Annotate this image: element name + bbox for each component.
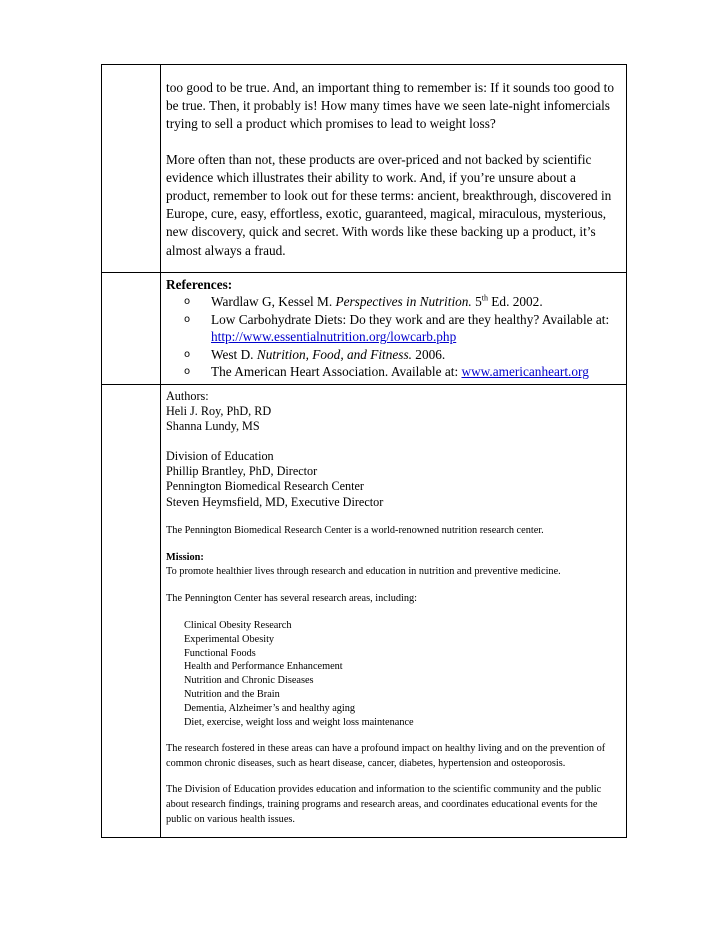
center-name: Pennington Biomedical Research Center [166,479,364,494]
bullet-icon: o [184,366,191,378]
side-cell [102,384,161,838]
list-item: o Low Carbohydrate Diets: Do they work and are they healthy? Available at: http://www.essentialnutrition.org/lowcarb.php [184,311,610,345]
paragraph: More often than not, these products are over-priced and not backed by scientific evidence which illustrates their ability to work. And, if you’re unsure about a product, remember to look out for these terms: ancient, breakthrough, discovered in Europe, cure, easy, effortless, exotic, guaranteed, magical, miraculous, mysterious, new discovery, quick and secret. With words like these backing up a product, it’s almost always a fraud. [166,151,612,258]
references-heading: References: [166,276,233,292]
list-item: o Wardlaw G, Kessel M. Perspectives in Nutrition. 5th Ed. 2002. [184,293,543,310]
table-row [102,384,627,838]
credits-section [161,385,626,838]
list-item: o The American Heart Association. Available at: www.americanheart.org [184,364,589,380]
content-cell [161,65,627,273]
table-row [102,272,627,384]
executive-director-name: Steven Heymsfield, MD, Executive Director [166,494,384,509]
side-cell [102,272,161,384]
list-item: Nutrition and the Brain [184,689,280,701]
table-row [102,65,627,273]
paragraph: too good to be true. And, an important thing to remember is: If it sounds too good to be true. Then, it probably is! How many times have we seen late-night infomercials trying to sell a product which promises to lead to weight loss? [166,80,614,132]
reference-link[interactable]: http://www.essentialnutrition.org/lowcarb.php [211,329,457,345]
content-cell [161,384,627,838]
center-description: The Pennington Biomedical Research Center is a world-renowned nutrition research center. [166,524,544,536]
impact-text: The research fostered in these areas can have a profound impact on healthy living and on the prevention of common chronic diseases, such as heart disease, cancer, diabetes, hypertension and osteoporosis. [166,742,606,769]
bullet-icon: o [184,313,191,325]
list-item: Experimental Obesity [184,633,275,645]
document-table [101,64,627,838]
mission-text: To promote healthier lives through research and education in nutrition and preventive medicine. [166,566,561,578]
list-item: Nutrition and Chronic Diseases [184,675,314,687]
content-cell [161,272,627,384]
side-cell [102,65,161,273]
list-item: Health and Performance Enhancement [184,661,343,673]
director-name: Phillip Brantley, PhD, Director [166,464,318,479]
author-name: Shanna Lundy, MS [166,419,260,434]
author-name: Heli J. Roy, PhD, RD [166,404,272,419]
list-item: Diet, exercise, weight loss and weight loss maintenance [184,717,414,729]
areas-intro: The Pennington Center has several research areas, including: [166,593,418,605]
research-areas-list [166,619,622,730]
bullet-icon: o [184,296,191,308]
mission-label: Mission: [166,551,204,563]
fraud-warning-section [161,65,626,272]
references-list [166,293,622,381]
division-name: Division of Education [166,448,274,463]
references-section [161,273,626,384]
bullet-icon: o [184,348,191,360]
list-item: Dementia, Alzheimer’s and healthy aging [184,703,356,715]
division-description: The Division of Education provides education and information to the scientific community and the public about research findings, training programs and research areas, and coordinates educational events for the public on various health issues. [166,784,602,825]
list-item: Functional Foods [184,647,256,659]
list-item: o West D. Nutrition, Food, and Fitness. 2006. [184,346,446,362]
list-item: Clinical Obesity Research [184,619,292,631]
authors-label: Authors: [166,388,209,403]
reference-link[interactable]: www.americanheart.org [461,364,589,380]
